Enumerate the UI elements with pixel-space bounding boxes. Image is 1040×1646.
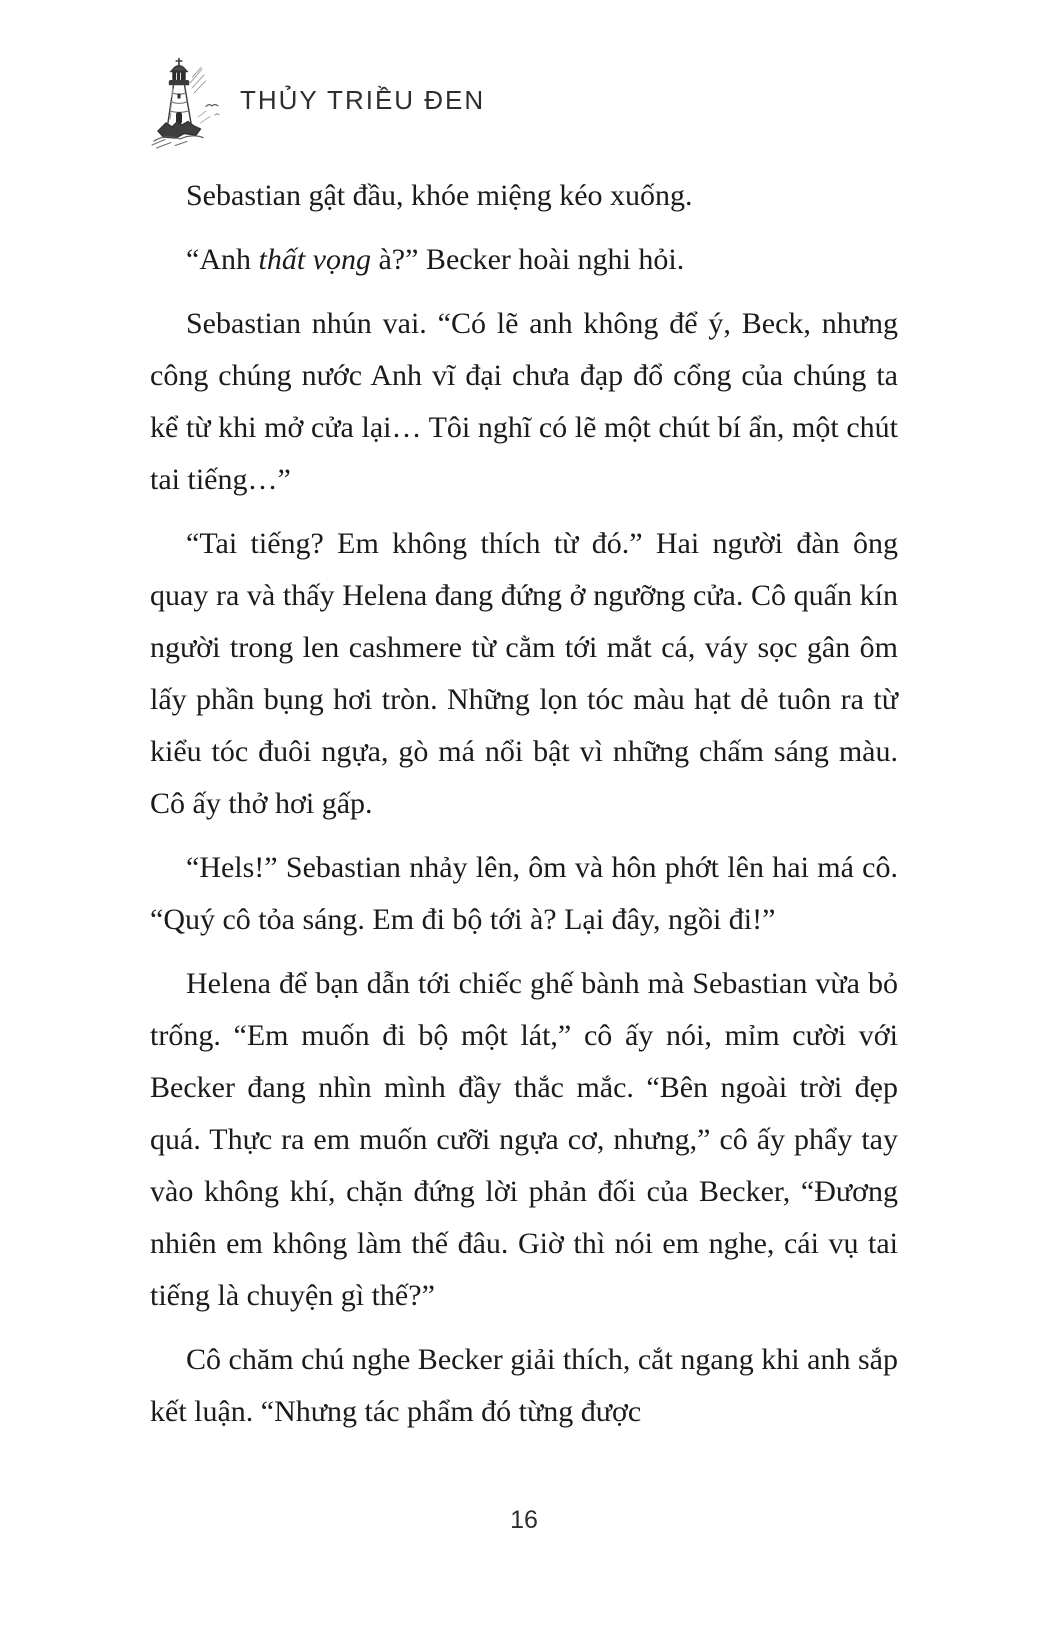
paragraph-7: Cô chăm chú nghe Becker giải thích, cắt ngang khi anh sắp kết luận. “Nhưng tác phẩm đó từng được [150, 1343, 898, 1428]
paragraph-6: Helena để bạn dẫn tới chiếc ghế bành mà Sebastian vừa bỏ trống. “Em muốn đi bộ một lát,” cô ấy nói, mỉm cười với Becker đang nhìn mình đầy thắc mắc. “Bên ngoài trời đẹp quá. Thực ra em muốn cưỡi ngựa cơ, nhưng,” cô ấy phẩy tay vào không khí, chặn đứng lời phản đối của Becker, “Đương nhiên em không làm thế đâu. Giờ thì nói em nghe, cái vụ tai tiếng là chuyện gì thế?” [150, 967, 898, 1312]
text-run: “Anh [186, 243, 259, 276]
paragraph-4: “Tai tiếng? Em không thích từ đó.” Hai người đàn ông quay ra và thấy Helena đang đứng ở ngưỡng cửa. Cô quấn kín người trong len cashmere từ cằm tới mắt cá, váy sọc gân ôm lấy phần bụng hơi tròn. Những lọn tóc màu hạt dẻ tuôn ra từ kiểu tóc đuôi ngựa, gò má nổi bật vì những chấm sáng màu. Cô ấy thở hơi gấp. [150, 527, 898, 820]
page-header [146, 54, 485, 152]
running-header-title: THỦY TRIỀU ĐEN [240, 84, 486, 115]
page-body [150, 170, 898, 1450]
paragraph-1: Sebastian gật đầu, khóe miệng kéo xuống. [186, 179, 693, 212]
italic-text-run: thất vọng [258, 243, 371, 276]
text-run: à?” Becker hoài nghi hỏi. [370, 243, 685, 276]
lighthouse-icon [146, 54, 238, 152]
page-number: 16 [510, 1506, 538, 1534]
paragraph-3: Sebastian nhún vai. “Có lẽ anh không để ý, Beck, nhưng công chúng nước Anh vĩ đại chưa đạp đổ cổng của chúng ta kể từ khi mở cửa lại… Tôi nghĩ có lẽ một chút bí ẩn, một chút tai tiếng…” [150, 307, 898, 496]
paragraph-2 [150, 234, 898, 286]
paragraph-5: “Hels!” Sebastian nhảy lên, ôm và hôn phớt lên hai má cô. “Quý cô tỏa sáng. Em đi bộ tới à? Lại đây, ngồi đi!” [150, 851, 898, 936]
